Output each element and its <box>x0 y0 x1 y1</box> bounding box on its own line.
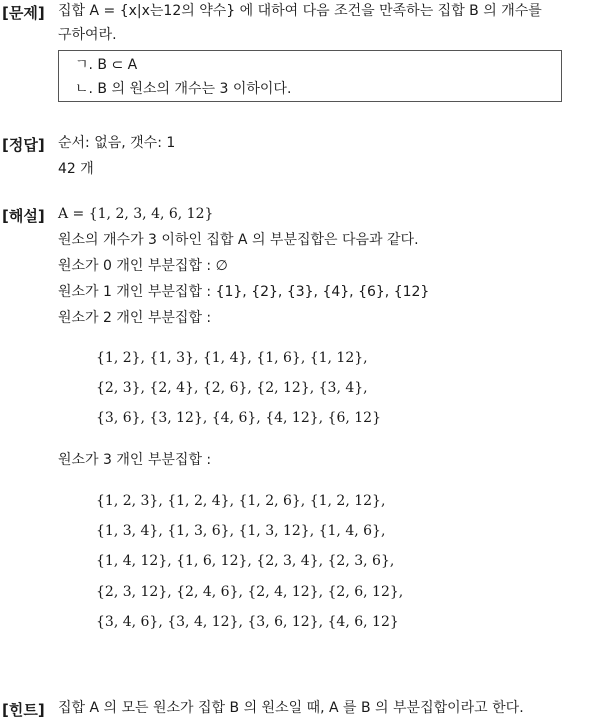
hint-text: 집합 A 의 모든 원소가 집합 B 의 원소일 때, A 를 B 의 부분집합이라고 한다. <box>58 700 524 716</box>
two-element-row-2: {2, 3}, {2, 4}, {2, 6}, {2, 12}, {3, 4}, <box>96 380 368 396</box>
two-element-row-3: {3, 6}, {3, 12}, {4, 6}, {4, 12}, {6, 12} <box>96 410 381 426</box>
explanation-line-4: 원소가 1 개인 부분집합 : {1}, {2}, {3}, {4}, {6}, {12} <box>58 284 430 300</box>
problem-text-line-2: 구하여라. <box>58 27 117 43</box>
hint-label: [힌트] <box>2 701 45 719</box>
two-element-row-1: {1, 2}, {1, 3}, {1, 4}, {1, 6}, {1, 12}, <box>96 350 368 366</box>
explanation-label: [해설] <box>2 207 45 225</box>
condition-2: ㄴ. B 의 원소의 개수는 3 이하이다. <box>75 81 292 97</box>
three-element-row-3: {1, 4, 12}, {1, 6, 12}, {2, 3, 4}, {2, 3, 6}, <box>96 553 395 569</box>
three-element-row-5: {3, 4, 6}, {3, 4, 12}, {3, 6, 12}, {4, 6, 12} <box>96 614 399 630</box>
answer-line-2: 42 개 <box>58 161 94 177</box>
problem-text-line-1: 집합 A = {x|x는12의 약수} 에 대하여 다음 조건을 만족하는 집합 B 의 개수를 <box>58 3 542 19</box>
explanation-line-3: 원소가 0 개인 부분집합 : ∅ <box>58 258 228 274</box>
three-element-label: 원소가 3 개인 부분집합 : <box>58 452 212 468</box>
explanation-line-2: 원소의 개수가 3 이하인 집합 A 의 부분집합은 다음과 같다. <box>58 232 419 248</box>
three-element-row-4: {2, 3, 12}, {2, 4, 6}, {2, 4, 12}, {2, 6, 12}, <box>96 584 404 600</box>
condition-box <box>58 50 562 102</box>
problem-label: [문제] <box>2 4 45 22</box>
three-element-row-2: {1, 3, 4}, {1, 3, 6}, {1, 3, 12}, {1, 4, 6}, <box>96 523 386 539</box>
explanation-line-5: 원소가 2 개인 부분집합 : <box>58 310 212 326</box>
answer-label: [정답] <box>2 136 45 154</box>
condition-1: ㄱ. B ⊂ A <box>75 57 138 73</box>
answer-line-1: 순서: 없음, 갯수: 1 <box>58 135 176 151</box>
three-element-row-1: {1, 2, 3}, {1, 2, 4}, {1, 2, 6}, {1, 2, 12}, <box>96 493 386 509</box>
set-a-definition: A = {1, 2, 3, 4, 6, 12} <box>58 206 214 222</box>
